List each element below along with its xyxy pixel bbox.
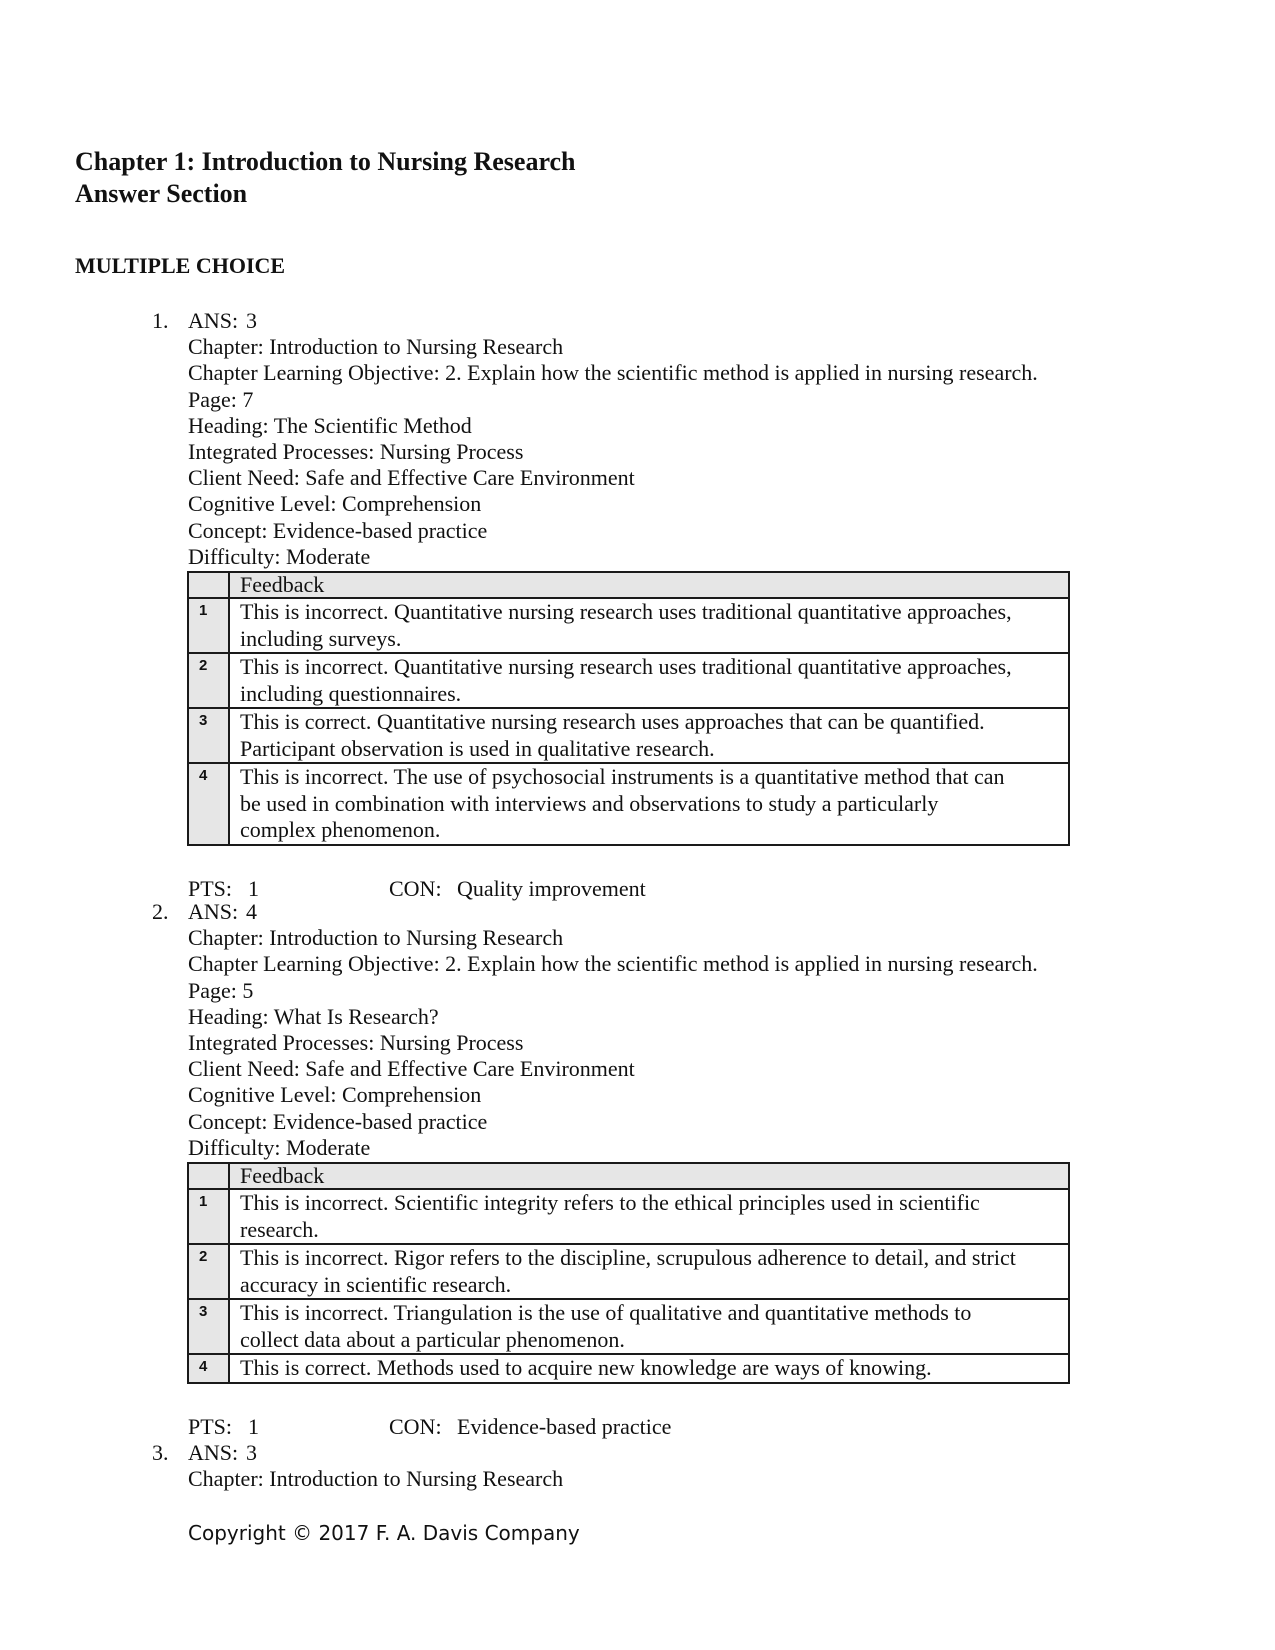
feedback-line: This is incorrect. The use of psychosocial instruments is a quantitative method that can [240,764,1005,790]
option-header-cell [188,572,229,598]
concept-value: Quality improvement [457,875,646,901]
feedback-line: Participant observation is used in qualitative research. [240,735,715,761]
feedback-line: accuracy in scientific research. [240,1271,512,1297]
feedback-row [188,1299,1069,1354]
feedback-row [188,653,1069,708]
feedback-text [229,763,1069,845]
feedback-header-row [188,1163,1069,1189]
feedback-header: Feedback [229,572,1069,598]
points-value: 1 [248,1413,259,1439]
feedback-line: This is correct. Quantitative nursing research uses approaches that can be quantified. [240,709,985,735]
answer-label: ANS: [188,1440,239,1465]
feedback-line: This is incorrect. Scientific integrity refers to the ethical principles used in scientific [240,1190,980,1216]
option-number: 4 [188,1354,229,1383]
meta-page: Page: 5 [188,977,254,1003]
feedback-line: research. [240,1216,319,1242]
feedback-line: This is incorrect. Triangulation is the use of qualitative and quantitative methods to [240,1300,972,1326]
feedback-text [229,653,1069,708]
meta-client-need: Client Need: Safe and Effective Care Environment [188,1056,635,1082]
feedback-text [229,1189,1069,1244]
meta-heading: Heading: The Scientific Method [188,412,472,438]
meta-chapter: Chapter: Introduction to Nursing Research [188,334,564,360]
feedback-table [187,571,1070,846]
chapter-title: Chapter 1: Introduction to Nursing Research [75,147,576,176]
feedback-row [188,1189,1069,1244]
meta-page: Page: 7 [188,386,254,412]
option-number: 3 [188,708,229,763]
feedback-line: including surveys. [240,625,402,651]
feedback-text [229,1244,1069,1299]
answer-line [188,308,1078,334]
answer-line [188,1440,1078,1466]
option-header-cell [188,1163,229,1189]
feedback-row [188,598,1069,653]
question-number: 1. [152,308,169,333]
feedback-table [187,1162,1070,1384]
meta-objective: Chapter Learning Objective: 2. Explain how the scientific method is applied in nursing research. [188,951,1038,977]
answer-section-title: Answer Section [75,179,248,208]
question-body [188,1440,1078,1492]
points-concept-line [188,1414,1078,1440]
meta-chapter: Chapter: Introduction to Nursing Research [188,925,564,951]
option-number: 1 [188,1189,229,1244]
option-number: 2 [188,653,229,708]
meta-cognitive-level: Cognitive Level: Comprehension [188,491,482,517]
feedback-line: collect data about a particular phenomenon. [240,1326,625,1352]
feedback-row [188,763,1069,845]
answer-label: ANS: [188,899,239,924]
meta-concept: Concept: Evidence-based practice [188,517,488,543]
concept-label: CON: [389,875,442,901]
feedback-text [229,598,1069,653]
points-concept-line [188,876,1078,902]
points-label: PTS: [188,875,233,901]
answer-value: 4 [246,899,257,924]
feedback-header: Feedback [229,1163,1069,1189]
feedback-line: be used in combination with interviews and observations to study a particularly [240,790,939,816]
section-heading: MULTIPLE CHOICE [75,253,286,278]
meta-cognitive-level: Cognitive Level: Comprehension [188,1082,482,1108]
answer-value: 3 [246,1440,257,1465]
copyright-footer: Copyright © 2017 F. A. Davis Company [188,1521,580,1545]
meta-concept: Concept: Evidence-based practice [188,1108,488,1134]
feedback-line: complex phenomenon. [240,817,441,843]
meta-chapter: Chapter: Introduction to Nursing Research [188,1466,564,1492]
option-number: 4 [188,763,229,845]
concept-label: CON: [389,1413,442,1439]
concept-value: Evidence-based practice [457,1413,672,1439]
meta-difficulty: Difficulty: Moderate [188,1134,371,1160]
feedback-row [188,1354,1069,1383]
feedback-row [188,708,1069,763]
meta-difficulty: Difficulty: Moderate [188,543,371,569]
feedback-row [188,1244,1069,1299]
question-number: 3. [152,1440,169,1465]
feedback-line: This is correct. Methods used to acquire new knowledge are ways of knowing. [240,1355,932,1381]
feedback-text [229,1354,1069,1383]
points-value: 1 [248,875,259,901]
feedback-line: This is incorrect. Quantitative nursing research uses traditional quantitative approaches, [240,654,1012,680]
option-number: 1 [188,598,229,653]
points-label: PTS: [188,1413,233,1439]
question-number: 2. [152,899,169,924]
option-number: 3 [188,1299,229,1354]
feedback-text [229,708,1069,763]
feedback-line: This is incorrect. Quantitative nursing research uses traditional quantitative approaches, [240,599,1012,625]
question-body [188,308,1078,902]
meta-integrated-processes: Integrated Processes: Nursing Process [188,1030,524,1056]
option-number: 2 [188,1244,229,1299]
feedback-header-row [188,572,1069,598]
feedback-text [229,1299,1069,1354]
answer-label: ANS: [188,308,239,333]
meta-objective: Chapter Learning Objective: 2. Explain how the scientific method is applied in nursing research. [188,360,1038,386]
answer-line [188,899,1078,925]
meta-heading: Heading: What Is Research? [188,1003,439,1029]
page-title [75,146,576,210]
meta-integrated-processes: Integrated Processes: Nursing Process [188,439,524,465]
answer-value: 3 [246,308,257,333]
question-body [188,899,1078,1440]
meta-client-need: Client Need: Safe and Effective Care Environment [188,465,635,491]
feedback-line: This is incorrect. Rigor refers to the discipline, scrupulous adherence to detail, and strict [240,1245,1016,1271]
feedback-line: including questionnaires. [240,680,462,706]
